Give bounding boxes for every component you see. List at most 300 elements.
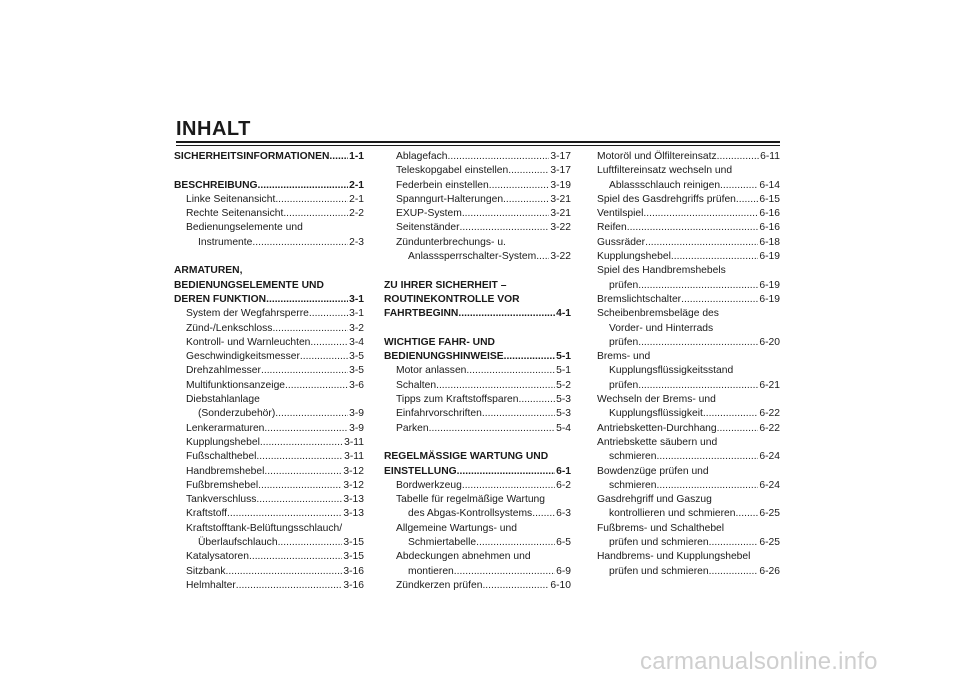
toc-leader-dots <box>260 436 343 450</box>
toc-entry <box>174 450 364 464</box>
toc-entry-title: Bordwerkzeug <box>396 479 462 491</box>
toc-leader-dots <box>458 307 555 321</box>
toc-entry-title: Einfahrvorschriften <box>396 408 482 420</box>
toc-entry <box>174 350 364 364</box>
toc-leader-dots <box>454 565 555 579</box>
toc-entry <box>597 150 780 164</box>
toc-entry <box>384 393 571 407</box>
toc-entry-title: Sitzbank <box>186 565 226 577</box>
toc-entry-title: Kontroll- und Warnleuchten <box>186 336 311 348</box>
toc-entry <box>174 579 364 593</box>
toc-entry-title: EINSTELLUNG <box>384 465 457 477</box>
toc-entry-title: Drehzahlmesser <box>186 365 261 377</box>
toc-entry-title: Überlaufschlauch <box>198 537 278 549</box>
toc-entry <box>384 407 571 421</box>
toc-entry <box>597 336 780 350</box>
toc-leader-dots <box>489 179 550 193</box>
toc-entry <box>384 550 571 564</box>
toc-entry <box>384 522 571 536</box>
toc-page-number: 3-17 <box>550 151 571 162</box>
toc-entry-title: Reifen <box>597 222 627 234</box>
toc-column-1 <box>174 150 364 593</box>
toc-entry-title: Zünd-/Lenkschloss <box>186 322 273 334</box>
toc-entry-title: Federbein einstellen <box>396 179 489 191</box>
toc-leader-dots <box>278 536 343 550</box>
toc-leader-dots <box>256 493 342 507</box>
toc-leader-dots <box>645 236 758 250</box>
toc-page-number: 6-15 <box>759 193 780 205</box>
toc-page-number: 6-25 <box>759 508 780 520</box>
toc-entry <box>384 536 571 550</box>
toc-entry-title: Multifunktionsanzeige <box>186 379 286 391</box>
toc-entry-title: schmieren <box>609 451 657 463</box>
toc-page-number: 3-19 <box>550 179 571 191</box>
toc-entry-title: Anlasssperrschalter-System <box>408 251 537 263</box>
toc-page-number: 2-1 <box>349 193 364 205</box>
toc-entry <box>597 536 780 550</box>
toc-entry <box>174 507 364 521</box>
toc-page-number: 6-5 <box>556 537 571 549</box>
toc-leader-dots <box>457 465 555 479</box>
toc-page-number: 5-2 <box>556 379 571 391</box>
toc-leader-dots <box>272 322 348 336</box>
toc-page-number: 2-3 <box>349 236 364 248</box>
toc-heading <box>384 450 571 464</box>
toc-leader-dots <box>448 150 550 164</box>
toc-entry <box>597 364 780 378</box>
toc-entry-title: Antriebskette säubern und <box>597 436 718 448</box>
toc-entry <box>597 407 780 421</box>
toc-entry-title: Teleskopgabel einstellen <box>396 165 509 177</box>
toc-column-2 <box>384 150 571 593</box>
toc-entry-title: BESCHREIBUNG <box>174 179 258 191</box>
toc-leader-dots <box>671 250 759 264</box>
toc-page-number: 3-11 <box>344 436 364 448</box>
toc-page-number: 3-1 <box>349 293 364 305</box>
toc-entry <box>384 579 571 593</box>
toc-page-number: 3-11 <box>344 451 364 463</box>
toc-entry <box>384 364 571 378</box>
toc-leader-dots <box>657 450 759 464</box>
toc-leader-dots <box>532 507 555 521</box>
toc-entry <box>384 565 571 579</box>
toc-heading <box>384 307 571 321</box>
toc-entry <box>174 221 364 235</box>
toc-page-number: 3-2 <box>349 322 364 334</box>
toc-entry <box>597 550 780 564</box>
toc-leader-dots <box>256 450 343 464</box>
toc-entry-title: Fußbremshebel <box>186 479 259 491</box>
toc-page-number: 5-3 <box>556 394 571 406</box>
toc-entry-title: Motor anlassen <box>396 365 467 377</box>
toc-leader-dots <box>227 507 342 521</box>
toc-page-number: 6-24 <box>759 479 780 491</box>
toc-entry-title: Schmiertabelle <box>408 537 477 549</box>
toc-entry-title: Gasdrehgriff und Gaszug <box>597 494 712 506</box>
toc-entry <box>597 479 780 493</box>
toc-leader-dots <box>736 507 759 521</box>
toc-spacer <box>384 264 571 278</box>
toc-page-number: 3-21 <box>550 193 571 205</box>
toc-heading <box>174 264 364 278</box>
toc-entry <box>174 193 364 207</box>
toc-entry-title: ROUTINEKONTROLLE VOR <box>384 293 520 305</box>
toc-leader-dots <box>462 479 555 493</box>
toc-entry-title: Geschwindigkeitsmesser <box>186 351 300 363</box>
toc-page-number: 6-18 <box>759 236 780 248</box>
toc-entry-title: Seitenständer <box>396 222 460 234</box>
toc-leader-dots <box>300 350 348 364</box>
toc-entry-title: ZU IHRER SICHERHEIT – <box>384 279 507 291</box>
toc-leader-dots <box>536 250 549 264</box>
toc-entry-title: BEDIENUNGSHINWEISE <box>384 351 504 363</box>
toc-entry <box>384 193 571 207</box>
toc-entry-title: Allgemeine Wartungs- und <box>396 522 517 534</box>
toc-heading <box>384 465 571 479</box>
toc-entry <box>174 364 364 378</box>
toc-entry <box>597 465 780 479</box>
toc-entry-title: Brems- und <box>597 351 651 363</box>
toc-entry-title: Ablagefach <box>396 151 448 162</box>
toc-entry-title: Kupplungshebel <box>597 251 671 263</box>
toc-entry-title: Rechte Seitenansicht <box>186 208 284 220</box>
toc-entry <box>174 379 364 393</box>
toc-entry <box>597 422 780 436</box>
toc-entry-title: Handbrems- und Kupplungshebel <box>597 551 751 563</box>
toc-entry <box>174 565 364 579</box>
toc-entry-title: schmieren <box>609 479 657 491</box>
title-rule-thin <box>176 145 780 146</box>
toc-entry <box>597 207 780 221</box>
toc-page-number: 3-15 <box>343 551 364 563</box>
toc-page-number: 3-15 <box>343 537 364 549</box>
toc-page-number: 6-10 <box>550 579 571 591</box>
toc-entry-title: Motoröl und Ölfiltereinsatz <box>597 151 717 162</box>
toc-leader-dots <box>275 407 348 421</box>
toc-entry <box>174 407 364 421</box>
toc-entry-title: DEREN FUNKTION <box>174 293 267 305</box>
toc-leader-dots <box>266 293 348 307</box>
toc-leader-dots <box>429 422 555 436</box>
toc-page-number: 6-16 <box>759 208 780 220</box>
toc-entry <box>597 264 780 278</box>
toc-entry-title: Kraftstofftank-Belüftungsschlauch/ <box>186 522 343 534</box>
toc-entry <box>384 236 571 250</box>
toc-entry-title: prüfen <box>609 336 639 348</box>
toc-entry-title: Bowdenzüge prüfen und <box>597 465 709 477</box>
toc-entry-title: kontrollieren und schmieren <box>609 508 736 520</box>
toc-entry <box>597 379 780 393</box>
toc-entry-title: prüfen <box>609 379 639 391</box>
toc-page-number: 6-22 <box>759 408 780 420</box>
toc-entry-title: Vorder- und Hinterrads <box>609 322 714 334</box>
toc-entry <box>384 221 571 235</box>
toc-leader-dots <box>309 307 348 321</box>
toc-entry <box>174 479 364 493</box>
toc-entry-title: Fußschalthebel <box>186 451 257 463</box>
toc-leader-dots <box>285 379 348 393</box>
toc-entry <box>597 193 780 207</box>
toc-entry <box>174 307 364 321</box>
toc-page-number: 6-21 <box>759 379 780 391</box>
toc-page-number: 6-3 <box>556 508 571 520</box>
toc-entry <box>174 536 364 550</box>
toc-page-number: 3-17 <box>550 165 571 177</box>
toc-page-number: 3-13 <box>343 494 364 506</box>
toc-entry-title: Parken <box>396 422 429 434</box>
toc-page-number: 6-19 <box>759 279 780 291</box>
toc-page-number: 2-2 <box>349 208 364 220</box>
toc-leader-dots <box>283 207 348 221</box>
title-rule-thick <box>176 141 780 143</box>
toc-entry-title: Kupplungsflüssigkeitsstand <box>609 365 734 377</box>
toc-leader-dots <box>258 179 349 193</box>
toc-page-number: 6-20 <box>759 336 780 348</box>
toc-leader-dots <box>638 379 758 393</box>
toc-page-number: 5-4 <box>556 422 571 434</box>
toc-page-number: 6-1 <box>556 465 571 477</box>
toc-heading <box>174 179 364 193</box>
toc-leader-dots <box>638 279 758 293</box>
toc-entry <box>597 450 780 464</box>
toc-leader-dots <box>329 150 348 164</box>
toc-page-number: 3-12 <box>343 465 364 477</box>
toc-entry-title: prüfen <box>609 279 639 291</box>
toc-page-number: 6-14 <box>759 179 780 191</box>
toc-entry-title: Fußbrems- und Schalthebel <box>597 522 725 534</box>
toc-leader-dots <box>264 465 342 479</box>
toc-leader-dots <box>482 407 555 421</box>
toc-leader-dots <box>466 364 555 378</box>
toc-entry <box>174 336 364 350</box>
toc-entry-title: EXUP-System <box>396 208 462 220</box>
toc-entry <box>597 436 780 450</box>
toc-entry-title: REGELMÄSSIGE WARTUNG UND <box>384 451 549 463</box>
toc-page-number: 6-26 <box>759 565 780 577</box>
toc-leader-dots <box>462 207 550 221</box>
toc-entry-title: Zündkerzen prüfen <box>396 579 483 591</box>
toc-page-number: 3-16 <box>343 579 364 591</box>
toc-entry <box>174 436 364 450</box>
toc-entry <box>174 550 364 564</box>
toc-entry <box>597 350 780 364</box>
toc-entry-title: SICHERHEITSINFORMATIONEN <box>174 151 330 162</box>
toc-entry-title: Tankverschluss <box>186 494 257 506</box>
toc-heading <box>174 293 364 307</box>
toc-heading <box>174 279 364 293</box>
toc-entry <box>384 479 571 493</box>
toc-page-number: 6-24 <box>759 451 780 463</box>
toc-leader-dots <box>503 193 549 207</box>
toc-entry-title: prüfen und schmieren <box>609 565 709 577</box>
toc-page-number: 5-1 <box>556 365 571 377</box>
toc-entry-title: Instrumente <box>198 236 253 248</box>
toc-entry <box>384 422 571 436</box>
toc-spacer <box>384 322 571 336</box>
toc-leader-dots <box>258 479 342 493</box>
toc-page-number: 3-21 <box>550 208 571 220</box>
toc-spacer <box>174 164 364 178</box>
toc-entry <box>384 164 571 178</box>
toc-page-number: 3-16 <box>343 565 364 577</box>
toc-entry <box>384 250 571 264</box>
toc-entry-title: WICHTIGE FAHR- UND <box>384 336 495 348</box>
toc-entry-title: Antriebsketten-Durchhang <box>597 422 717 434</box>
toc-entry-title: Ablassschlauch reinigen <box>609 179 721 191</box>
toc-page-number: 6-25 <box>759 537 780 549</box>
toc-page-number: 6-19 <box>759 293 780 305</box>
toc-entry <box>174 322 364 336</box>
toc-leader-dots <box>681 293 758 307</box>
toc-entry <box>597 307 780 321</box>
toc-entry-title: prüfen und schmieren <box>609 537 709 549</box>
toc-column-3 <box>597 150 780 579</box>
toc-page-number: 3-13 <box>343 508 364 520</box>
toc-leader-dots <box>275 193 348 207</box>
toc-leader-dots <box>720 179 758 193</box>
page-title: INHALT <box>176 118 251 140</box>
toc-page-number: 3-5 <box>349 351 364 363</box>
toc-leader-dots <box>736 193 758 207</box>
toc-entry <box>384 379 571 393</box>
toc-entry-title: Linke Seitenansicht <box>186 193 276 205</box>
toc-page-number: 6-9 <box>556 565 571 577</box>
toc-entry <box>597 250 780 264</box>
toc-page-number: 3-1 <box>349 308 364 320</box>
toc-heading <box>384 279 571 293</box>
toc-page-number: 5-3 <box>556 408 571 420</box>
toc-heading <box>174 150 364 164</box>
toc-leader-dots <box>310 336 348 350</box>
toc-entry-title: Lenkerarmaturen <box>186 422 265 434</box>
toc-page-number: 6-19 <box>759 251 780 263</box>
toc-leader-dots <box>476 536 555 550</box>
toc-page-number: 6-16 <box>759 222 780 234</box>
toc-page-number: 3-6 <box>349 379 364 391</box>
toc-page-number: 2-1 <box>349 179 364 191</box>
toc-leader-dots <box>709 565 759 579</box>
toc-entry <box>174 393 364 407</box>
toc-entry-title: FAHRTBEGINN <box>384 308 459 320</box>
toc-entry <box>597 565 780 579</box>
toc-entry <box>174 422 364 436</box>
toc-leader-dots <box>703 407 759 421</box>
toc-entry-title: Schalten <box>396 379 437 391</box>
toc-leader-dots <box>657 479 759 493</box>
toc-leader-dots <box>249 550 342 564</box>
toc-leader-dots <box>508 164 549 178</box>
toc-entry-title: Luftfiltereinsatz wechseln und <box>597 165 733 177</box>
toc-heading <box>384 293 571 307</box>
toc-entry <box>597 164 780 178</box>
toc-entry-title: Spiel des Gasdrehgriffs prüfen <box>597 193 736 205</box>
toc-spacer <box>384 436 571 450</box>
toc-entry-title: System der Wegfahrsperre <box>186 308 309 320</box>
toc-page-number: 1-1 <box>349 151 364 162</box>
toc-leader-dots <box>627 221 759 235</box>
toc-heading <box>384 336 571 350</box>
toc-leader-dots <box>236 579 343 593</box>
toc-page-number: 3-22 <box>550 251 571 263</box>
toc-entry <box>597 493 780 507</box>
toc-spacer <box>174 250 364 264</box>
watermark-text: carmanualsonline.info <box>640 648 878 675</box>
toc-leader-dots <box>504 350 556 364</box>
toc-page-number: 4-1 <box>556 308 571 320</box>
toc-entry-title: Gussräder <box>597 236 646 248</box>
toc-entry <box>597 236 780 250</box>
toc-leader-dots <box>261 364 348 378</box>
toc-entry <box>174 493 364 507</box>
toc-page-number: 6-22 <box>759 422 780 434</box>
toc-entry-title: Scheibenbremsbeläge des <box>597 308 719 320</box>
toc-leader-dots <box>717 150 760 164</box>
toc-heading <box>384 350 571 364</box>
toc-entry <box>597 221 780 235</box>
toc-leader-dots <box>264 422 348 436</box>
toc-leader-dots <box>518 393 555 407</box>
toc-leader-dots <box>709 536 759 550</box>
toc-entry-title: Katalysatoren <box>186 551 249 563</box>
toc-page-number: 3-4 <box>349 336 364 348</box>
toc-entry <box>597 393 780 407</box>
toc-entry-title: Kraftstoff <box>186 508 228 520</box>
toc-entry-title: montieren <box>408 565 454 577</box>
toc-entry <box>174 465 364 479</box>
toc-leader-dots <box>638 336 758 350</box>
toc-entry <box>174 207 364 221</box>
toc-entry-title: (Sonderzubehör) <box>198 408 276 420</box>
toc-entry-title: Kupplungsflüssigkeit <box>609 408 703 420</box>
toc-page-number: 6-11 <box>760 151 780 162</box>
toc-entry <box>597 179 780 193</box>
toc-page-number: 3-5 <box>349 365 364 377</box>
toc-entry-title: Kupplungshebel <box>186 436 260 448</box>
toc-entry-title: BEDIENUNGSELEMENTE UND <box>174 279 324 291</box>
toc-page-number: 3-22 <box>550 222 571 234</box>
toc-entry-title: Diebstahlanlage <box>186 394 260 406</box>
toc-page-number: 3-12 <box>343 479 364 491</box>
toc-leader-dots <box>436 379 555 393</box>
toc-entry-title: ARMATUREN, <box>174 265 243 277</box>
toc-entry-title: Spiel des Handbremshebels <box>597 265 726 277</box>
toc-leader-dots <box>460 221 550 235</box>
toc-entry-title: Zündunterbrechungs- u. <box>396 236 506 248</box>
toc-page-number: 3-9 <box>349 408 364 420</box>
toc-entry-title: Bedienungselemente und <box>186 222 303 234</box>
toc-page-number: 5-1 <box>556 351 571 363</box>
toc-entry <box>597 507 780 521</box>
toc-entry <box>384 507 571 521</box>
toc-entry <box>384 493 571 507</box>
toc-leader-dots <box>643 207 758 221</box>
toc-page-number: 6-2 <box>556 479 571 491</box>
toc-entry-title: des Abgas-Kontrollsystems <box>408 508 533 520</box>
toc-entry-title: Tabelle für regelmäßige Wartung <box>396 494 545 506</box>
toc-leader-dots <box>717 422 759 436</box>
toc-entry-title: Abdeckungen abnehmen und <box>396 551 531 563</box>
toc-leader-dots <box>252 236 348 250</box>
toc-entry-title: Bremslichtschalter <box>597 293 682 305</box>
toc-entry-title: Helmhalter <box>186 579 236 591</box>
toc-entry <box>597 279 780 293</box>
toc-entry <box>174 522 364 536</box>
toc-entry <box>384 207 571 221</box>
toc-entry-title: Wechseln der Brems- und <box>597 394 716 406</box>
toc-entry <box>597 522 780 536</box>
toc-entry-title: Tipps zum Kraftstoffsparen <box>396 394 519 406</box>
toc-page-number: 3-9 <box>349 422 364 434</box>
